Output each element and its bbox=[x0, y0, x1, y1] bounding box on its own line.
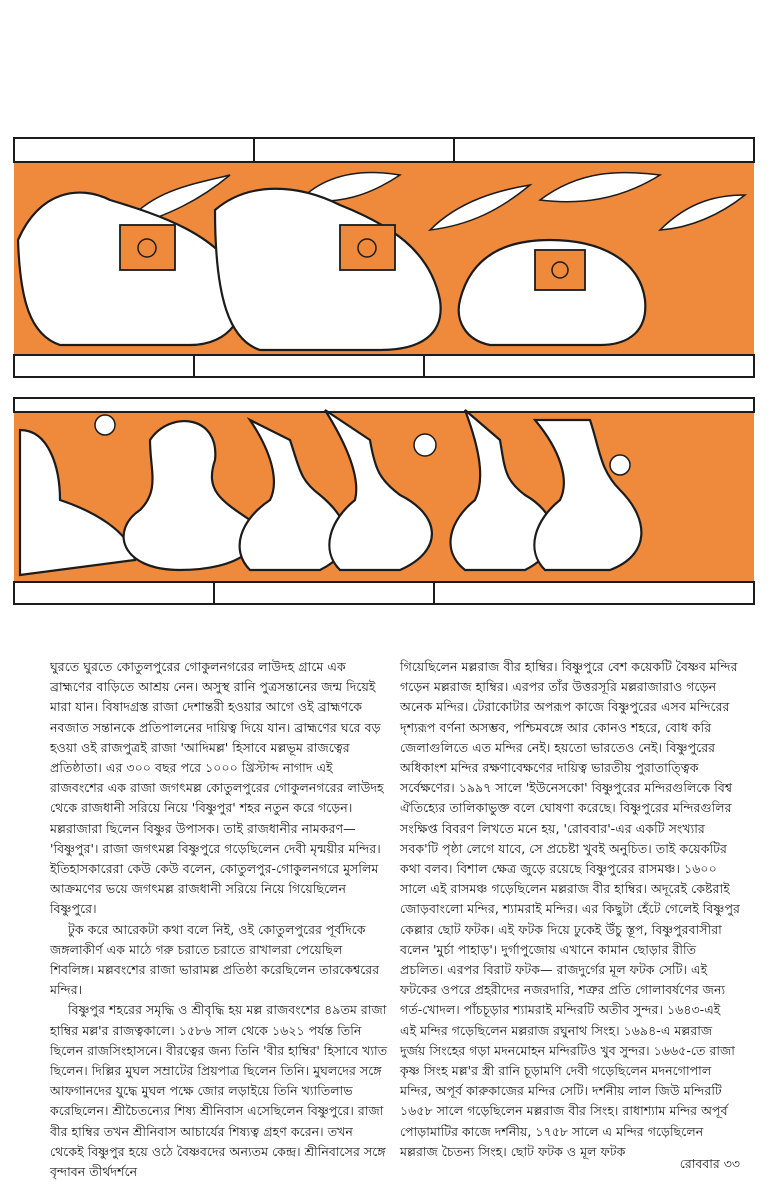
article-paragraph: টুক করে আরেকটা কথা বলে নিই, ওই কোতুলপুরের পূর্বদিকে জঙ্গলাকীর্ণ এক মাঠে গরু চরাতে চরাতে রাখালরা পেয়েছিল শিবলিঙ্গ। মল্লবংশের রাজা ভারামল্ল প্রতিষ্ঠা করেছিলেন তারকেশ্বরের মন্দির। bbox=[50, 921, 380, 998]
page-footer bbox=[600, 1156, 740, 1176]
article-right-column bbox=[400, 657, 740, 1162]
article-paragraph: বিষ্ণুপুর শহরের সমৃদ্ধি ও শ্রীবৃদ্ধি হয় মল্ল রাজবংশের ৪৯তম রাজা হাম্বির মল্ল'র রাজত্বকালে। ১৫৮৬ সাল থেকে ১৬২১ পর্যন্ত তিনি ছিলেন রাজসিংহাসনে। বীরত্বের জন্য তিনি 'বীর হাম্বির' হিসাবে খ্যাত ছিলেন। দিল্লির মুঘল সম্রাটের প্রিয়পাত্র ছিলেন তিনি। মুঘলদের সঙ্গে আফগানদের যুদ্ধে মুঘল পক্ষে জোর লড়াইয়ে তিনি খ্যাতিলাভ করেছিলেন। শ্রীচৈতন্যের শিষ্য শ্রীনিবাস এসেছিলেন বিষ্ণুপুরে। রাজা বীর হাম্বির তখন শ্রীনিবাস আচার্যের শিষ্যত্ব গ্রহণ করেন। তখন থেকেই বিষ্ণুপুর হয়ে ওঠে বৈষ্ণবদের অন্যতম কেন্দ্র। শ্রীনিবাসের সঙ্গে বৃন্দাবন তীর্থদর্শনে bbox=[50, 1002, 388, 1180]
bird-frieze-panel bbox=[14, 398, 754, 604]
article-left-column bbox=[50, 657, 388, 1182]
article-paragraph: ঘুরতে ঘুরতে কোতুলপুরের গোকুলনগরের লাউদহ গ্রামে এক ব্রাহ্মণের বাড়িতে আশ্রয় নেন। অসুস্থ রানি পুত্রসন্তানের জন্ম দিয়েই মারা যান। বিষাদগ্রস্ত রাজা দেশান্তরী হওয়ার আগে ওই ব্রাহ্মণকে নবজাত সন্তানকে প্রতিপালনের দায়িত্ব দিয়ে যান। ব্রাহ্মণের ঘরে বড় হওয়া ওই রাজপুত্রই রাজা 'আদিমল্ল' হিসাবে মল্লভূম রাজত্বের প্রতিষ্ঠাতা। এর ৩০০ বছর পরে ১০০০ খ্রিস্টাব্দ নাগাদ এই রাজবংশের এক রাজা জগৎমল্ল কোতুলপুরের গোকুলনগরের লাউদহ থেকে রাজধানী সরিয়ে নিয়ে 'বিষ্ণুপুর' শহর নতুন করে গড়েন। মল্লরাজারা ছিলেন বিষ্ণুর উপাসক। তাই রাজধানীর নামকরণ— 'বিষ্ণুপুর'। রাজা জগৎমল্ল বিষ্ণুপুরে গড়েছিলেন দেবী মৃন্ময়ীর মন্দির। ইতিহাসকারেরা কেউ কেউ বলেন, কোতুলপুর-গোকুলনগরে মুসলিম আক্রমণের ভয়ে জগৎমল্ল রাজধানী সরিয়ে নিয়ে গিয়েছিলেন বিষ্ণুপুরে। bbox=[50, 659, 384, 917]
magazine-name: রোববার bbox=[679, 1156, 720, 1171]
page-number: ৩৩ bbox=[723, 1156, 740, 1171]
animal-frieze-panel bbox=[14, 138, 754, 377]
article-paragraph: গিয়েছিলেন মল্লরাজ বীর হাম্বির। বিষ্ণুপুরে বেশ কয়েকটি বৈষ্ণব মন্দির গড়েন মল্লরাজ হাম্বির। এরপর তাঁর উত্তরসূরি মল্লরাজারাও গড়েন অনেক মন্দির। টেরাকোটার অপরূপ কাজে বিষ্ণুপুরের এসব মন্দিরের দৃশ্যরূপ বর্ণনা অসম্ভব, পশ্চিমবঙ্গে আর কোনও শহরে, বোধ করি জেলাগুলিতে এত মন্দির নেই। হয়তো ভারতেও নেই। বিষ্ণুপুরের অধিকাংশ মন্দির রক্ষণাবেক্ষণের দায়িত্ব ভারতীয় পুরাতাত্ত্বিক সর্বেক্ষণের। ১৯৯৭ সালে 'ইউনেসকো' বিষ্ণুপুরের মন্দিরগুলিকে বিশ্ব ঐতিহ্যের তালিকাভুক্ত বলে ঘোষণা করেছে। বিষ্ণুপুরের মন্দিরগুলির সংক্ষিপ্ত বিবরণ লিখতে মনে হয়, 'রোববার'-এর একটি সংখ্যার সবক'টি পৃষ্ঠা লেগে যাবে, সে প্রচেষ্টা খুবই অনুচিত। তাই কয়েকটির কথা বলব। বিশাল ক্ষেত্র জুড়ে রয়েছে বিষ্ণুপুরের রাসমঞ্চ। ১৬০০ সালে এই রাসমঞ্চ গড়েছিলেন মল্লরাজ বীর হাম্বির। অদূরেই কেষ্টরাই জোড়বাংলো মন্দির, শ্যামরাই মন্দির। এর কিছুটা হেঁটে গেলেই বিষ্ণুপুর কেল্লার ছোট ফটক। এই ফটক দিয়ে ঢুকেই উঁচু স্তূপ, বিষ্ণুপুরবাসীরা বলেন 'মুর্চা পাহাড়'। দুর্গাপুজোয় এখানে কামান ছোড়ার রীতি প্রচলিত। এরপর বিরাট ফটক— রাজদুর্গের মূল ফটক সেটি। এই ফটকের ওপরে প্রহরীদের নজরদারি, শত্রুর প্রতি গোলাবর্ষণের জন্য গর্ত-খোদল। পাঁচচূড়ার শ্যামরাই মন্দিরটি অতীব সুন্দর। ১৬৪৩-এই এই মন্দির গড়েছিলেন মল্লরাজ রঘুনাথ সিংহ। ১৬৯৪-এ মল্লরাজ দুর্জয় সিংহের গড়া মদনমোহন মন্দিরটিও খুব সুন্দর। ১৬৬৫-তে রাজা কৃষ্ণ সিংহ মল্ল'র স্ত্রী রানি চূড়ামণি দেবী গড়েছিলেন মদনগোপাল মন্দির, অপূর্ব কারুকাজের মন্দির সেটি। দর্শনীয় লাল জিউ মন্দিরটি ১৬৫৮ সালে গড়েছিলেন মল্লরাজ বীর সিংহ। রাধাশ্যাম মন্দির অপূর্ব পোড়ামাটির কাজে দর্শনীয়, ১৭৫৮ সালে এ মন্দির গড়েছিলেন মল্লরাজ চৈতন্য সিংহ। ছোট ফটক ও মূল ফটক bbox=[400, 659, 740, 1159]
